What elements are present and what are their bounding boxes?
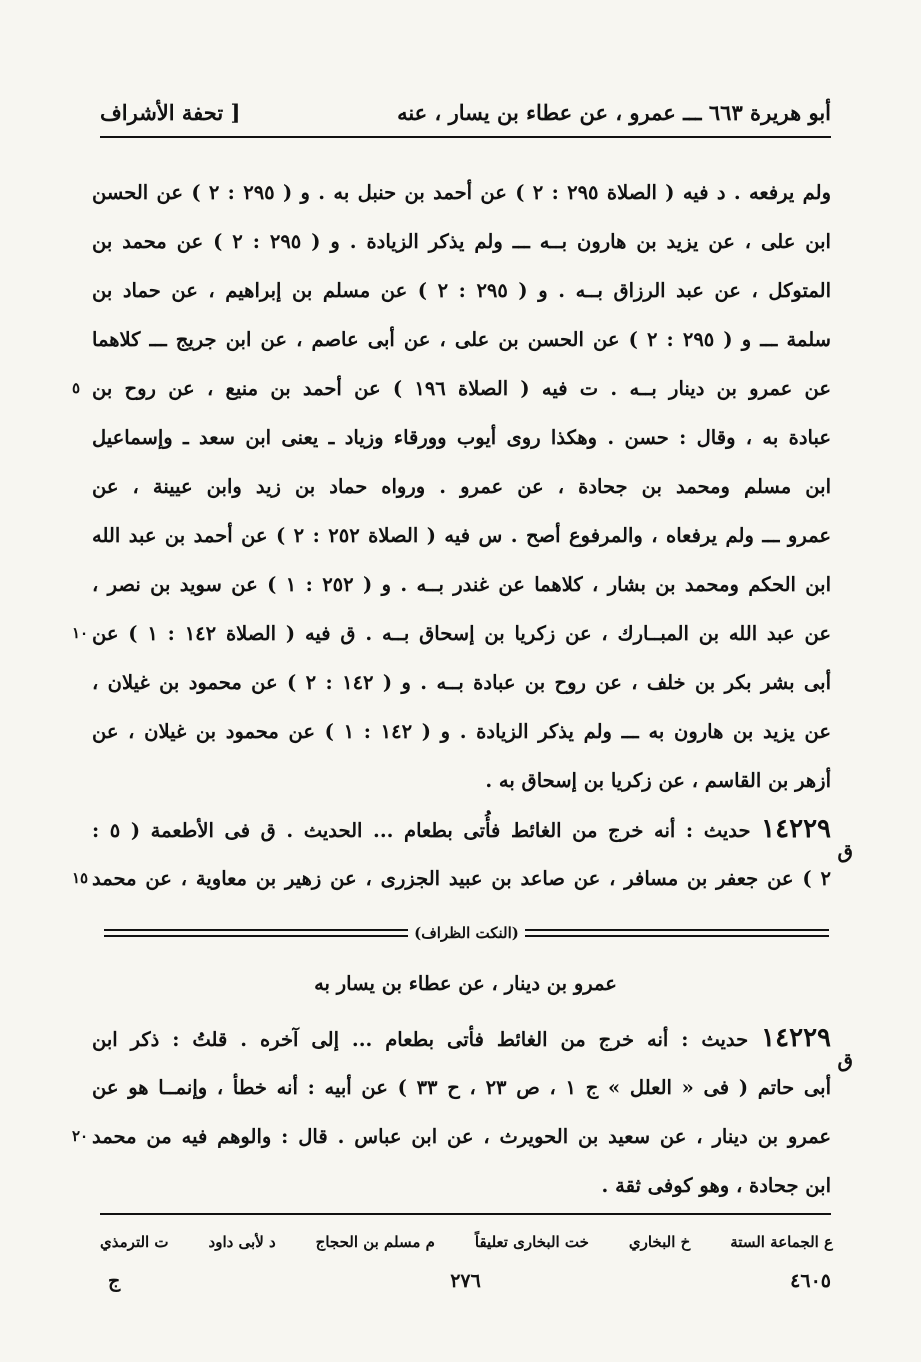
line-text: ٢ ) عن جعفر بن مسافر ، عن صاعد بن عبيد الجزرى ، عن زهير بن معاوية ، عن محمد <box>92 867 831 890</box>
book-title: [ تحفة الأشراف <box>100 99 241 125</box>
main-text <box>72 168 853 903</box>
siglum-marker: ق <box>837 1048 853 1072</box>
siglum-item: خت البخارى تعليقاً <box>474 1233 589 1251</box>
text-line <box>92 168 831 217</box>
line-text: أبى حاتم ( فى « العلل » ج ١ ، ص ٢٣ ، ح ٣٣ ) عن أبيه : أنه خطأ ، وإنمــا هو عن <box>92 1076 831 1099</box>
siglum-item: ت الترمذي <box>100 1233 169 1251</box>
line-text: حديث : أنه خرج من الغائط فأتى بطعام ... إلى آخره . قلتُ : ذكر ابن <box>92 1028 749 1051</box>
line-text: المتوكل ، عن عبد الرزاق بــه . و ( ٢٩٥ : ٢ ) عن مسلم بن إبراهيم ، عن حماد بن <box>92 279 832 302</box>
line-text: عمرو ـــ ولم يرفعاه ، والمرفوع أصح . س فيه ( الصلاة ٢٥٢ : ٢ ) عن أحمد بن عبد الله <box>92 524 831 547</box>
footer-rule <box>100 1213 831 1215</box>
siglum-item: م مسلم بن الحجاج <box>315 1233 435 1251</box>
line-text: ولم يرفعه . د فيه ( الصلاة ٢٩٥ : ٢ ) عن أحمد بن حنبل به . و ( ٢٩٥ : ٢ ) عن الحسن <box>92 181 831 204</box>
divider-label: (النكت الظراف) <box>414 924 519 942</box>
siglum-item: خ البخاري <box>628 1233 691 1251</box>
line-number: ٢٠ <box>72 1127 89 1145</box>
text-line <box>92 560 831 609</box>
running-head: أبو هريرة ٦٦٣ ـــ عمرو ، عن عطاء بن يسار ، عنه <box>397 99 831 125</box>
line-text: أبى بشر بكر بن خلف ، عن روح بن عبادة بــه . و ( ١٤٢ : ٢ ) عن محمود بن غيلان ، <box>92 671 832 694</box>
text-line <box>92 462 831 511</box>
line-text: ابن جحادة ، وهو كوفى ثقة . <box>601 1174 831 1197</box>
line-text: عبادة به ، وقال : حسن . وهكذا روى أيوب وورقاء وزياد ـ يعنى ابن سعد ـ وإسماعيل <box>92 426 831 449</box>
sigla-legend <box>100 1228 833 1256</box>
text-line <box>92 756 831 805</box>
nukat-divider <box>104 920 829 946</box>
text-line <box>72 364 831 413</box>
text-line <box>92 266 831 315</box>
line-text: عن يزيد بن هارون به ـــ ولم يذكر الزيادة . و ( ١٤٢ : ١ ) عن محمود بن غيلان ، عن <box>92 720 832 743</box>
line-text: عن عبد الله بن المبــارك ، عن زكريا بن إسحاق بــه . ق فيه ( الصلاة ١٤٢ : ١ ) عن <box>92 622 831 645</box>
line-text: سلمة ـــ و ( ٢٩٥ : ٢ ) عن الحسن بن على ، عن أبى عاصم ، عن ابن جريج ـــ كلاهما <box>92 328 831 351</box>
line-text: ابن الحكم ومحمد بن بشار ، كلاهما عن غندر بــه . و ( ٢٥٢ : ١ ) عن سويد بن نصر ، <box>92 573 831 596</box>
line-text: ابن مسلم ومحمد بن جحادة ، عن عمرو . ورواه حماد بن زيد وابن عيينة ، عن <box>92 475 831 498</box>
line-text: أزهر بن القاسم ، عن زكريا بن إسحاق به . <box>485 769 831 792</box>
hadith-number: ١٤٢٢٩ <box>761 814 831 844</box>
divider-line <box>104 929 408 937</box>
line-text: عمرو بن دينار ، عن سعيد بن الحويرث ، عن ابن عباس . قال : والوهم فيه من محمد <box>92 1125 831 1148</box>
text-line <box>92 511 831 560</box>
serial-number: ٤٦٠٥ <box>790 1270 831 1292</box>
text-line <box>92 658 831 707</box>
text-line <box>72 1112 831 1161</box>
siglum-item: ع الجماعة الستة <box>730 1233 833 1251</box>
line-number: ١٠ <box>72 624 89 642</box>
line-text: حديث : أنه خرج من الغائط فأُتى بطعام ... الحديث . ق فى الأطعمة ( ٥ : <box>92 819 751 842</box>
line-number: ١٥ <box>72 869 89 887</box>
siglum-item: د لأبى داود <box>208 1233 276 1251</box>
line-text: ابن على ، عن يزيد بن هارون بــه ـــ ولم يذكر الزيادة . و ( ٢٩٥ : ٢ ) عن محمد بن <box>92 230 831 253</box>
siglum-marker: ق <box>837 839 853 863</box>
text-line <box>92 217 831 266</box>
text-line <box>92 1063 831 1112</box>
page-footer <box>100 1270 831 1300</box>
hadith-number: ١٤٢٢٩ <box>761 1023 831 1053</box>
line-number: ٥ <box>72 379 81 397</box>
page-header <box>100 92 831 132</box>
header-rule <box>100 136 831 138</box>
section-title: عمرو بن دينار ، عن عطاء بن يسار به <box>314 972 617 995</box>
hadith-entry-line <box>92 805 853 863</box>
text-line <box>92 413 831 462</box>
divider-line <box>525 929 829 937</box>
text-line <box>92 707 831 756</box>
volume-marker: ج <box>108 1270 121 1292</box>
text-line <box>92 315 831 364</box>
text-line <box>72 609 831 658</box>
text-line <box>92 1161 831 1210</box>
line-text: عن عمرو بن دينار بــه . ت فيه ( الصلاة ١٩٦ ) عن أحمد بن منيع ، عن روح بن <box>92 377 831 400</box>
page-number: ٢٧٦ <box>450 1270 481 1292</box>
text-line <box>72 854 831 903</box>
nukat-text <box>72 1014 853 1210</box>
hadith-entry-line <box>92 1014 853 1072</box>
